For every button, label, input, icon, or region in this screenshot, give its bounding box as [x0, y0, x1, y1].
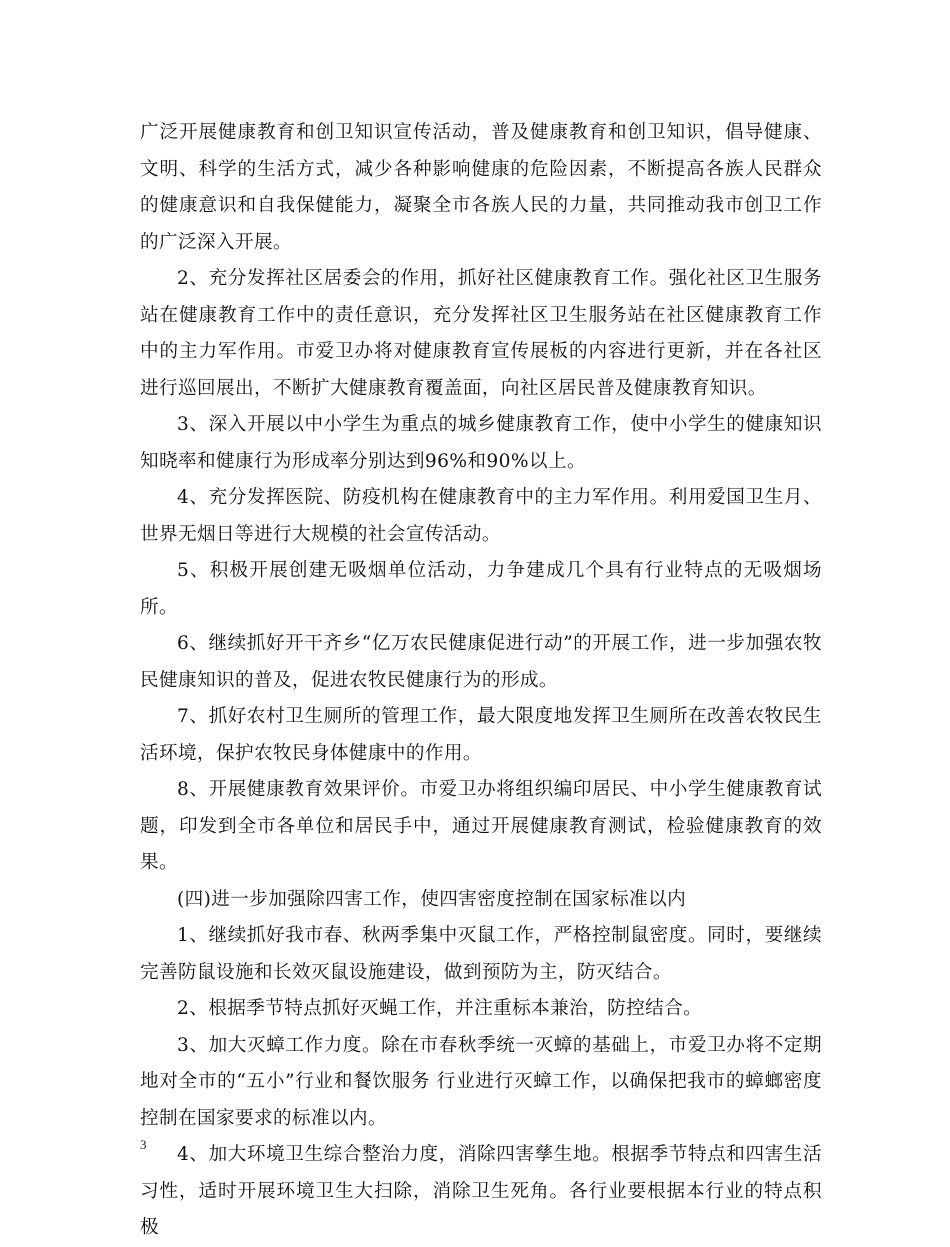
paragraph: 3、加大灭蟑工作力度。除在市春秋季统一灭蟑的基础上，市爱卫办将不定期地对全市的“五小”行业和餐饮服务 行业进行灭蟑工作，以确保把我市的蟑螂密度控制在国家要求的标准以内。 — [140, 1034, 822, 1129]
document-body — [140, 115, 822, 1247]
paragraph: 广泛开展健康教育和创卫知识宣传活动，普及健康教育和创卫知识，倡导健康、文明、科学的生活方式，减少各种影响健康的危险因素，不断提高各族人民群众的健康意识和自我保健能力，凝聚全市各族人民的力量，共同推动我市创卫工作的广泛深入开展。 — [140, 122, 822, 253]
section-heading: (四)进一步加强除四害工作，使四害密度控制在国家标准以内 — [177, 888, 687, 910]
paragraph: 8、开展健康教育效果评价。市爱卫办将组织编印居民、中小学生健康教育试题，印发到全市各单位和居民手中，通过开展健康教育测试，检验健康教育的效果。 — [140, 779, 822, 873]
paragraph: 4、充分发挥医院、防疫机构在健康教育中的主力军作用。利用爱国卫生月、世界无烟日等进行大规模的社会宣传活动。 — [140, 487, 822, 545]
paragraph: 6、继续抓好开干齐乡“亿万农民健康促进行动”的开展工作，进一步加强农牧民健康知识的普及，促进农牧民健康行为的形成。 — [140, 633, 822, 691]
paragraph: 2、充分发挥社区居委会的作用，抓好社区健康教育工作。强化社区卫生服务站在健康教育工作中的责任意识，充分发挥社区卫生服务站在社区健康教育工作中的主力军作用。市爱卫办将对健康教育宣传展板的内容进行更新，并在各社区进行巡回展出，不断扩大健康教育覆盖面，向社区居民普及健康教育知识。 — [140, 268, 822, 399]
paragraph: 1、继续抓好我市春、秋两季集中灭鼠工作，严格控制鼠密度。同时，要继续完善防鼠设施和长效灭鼠设施建设，做到预防为主，防灭结合。 — [140, 925, 822, 983]
paragraph: 2、根据季节特点抓好灭蝇工作，并注重标本兼治，防控结合。 — [177, 998, 703, 1019]
paragraph: 3、深入开展以中小学生为重点的城乡健康教育工作，使中小学生的健康知识知晓率和健康行为形成率分别达到96%和90%以上。 — [140, 414, 822, 472]
page-number: 3 — [140, 1137, 147, 1152]
paragraph: 7、抓好农村卫生厕所的管理工作，最大限度地发挥卫生厕所在改善农牧民生活环境，保护农牧民身体健康中的作用。 — [140, 706, 822, 764]
paragraph: 5、积极开展创建无吸烟单位活动，力争建成几个具有行业特点的无吸烟场所。 — [140, 560, 822, 618]
paragraph: 4、加大环境卫生综合整治力度，消除四害孳生地。根据季节特点和四害生活习性，适时开展环境卫生大扫除，消除卫生死角。各行业要根据本行业的特点积极 — [140, 1144, 822, 1238]
